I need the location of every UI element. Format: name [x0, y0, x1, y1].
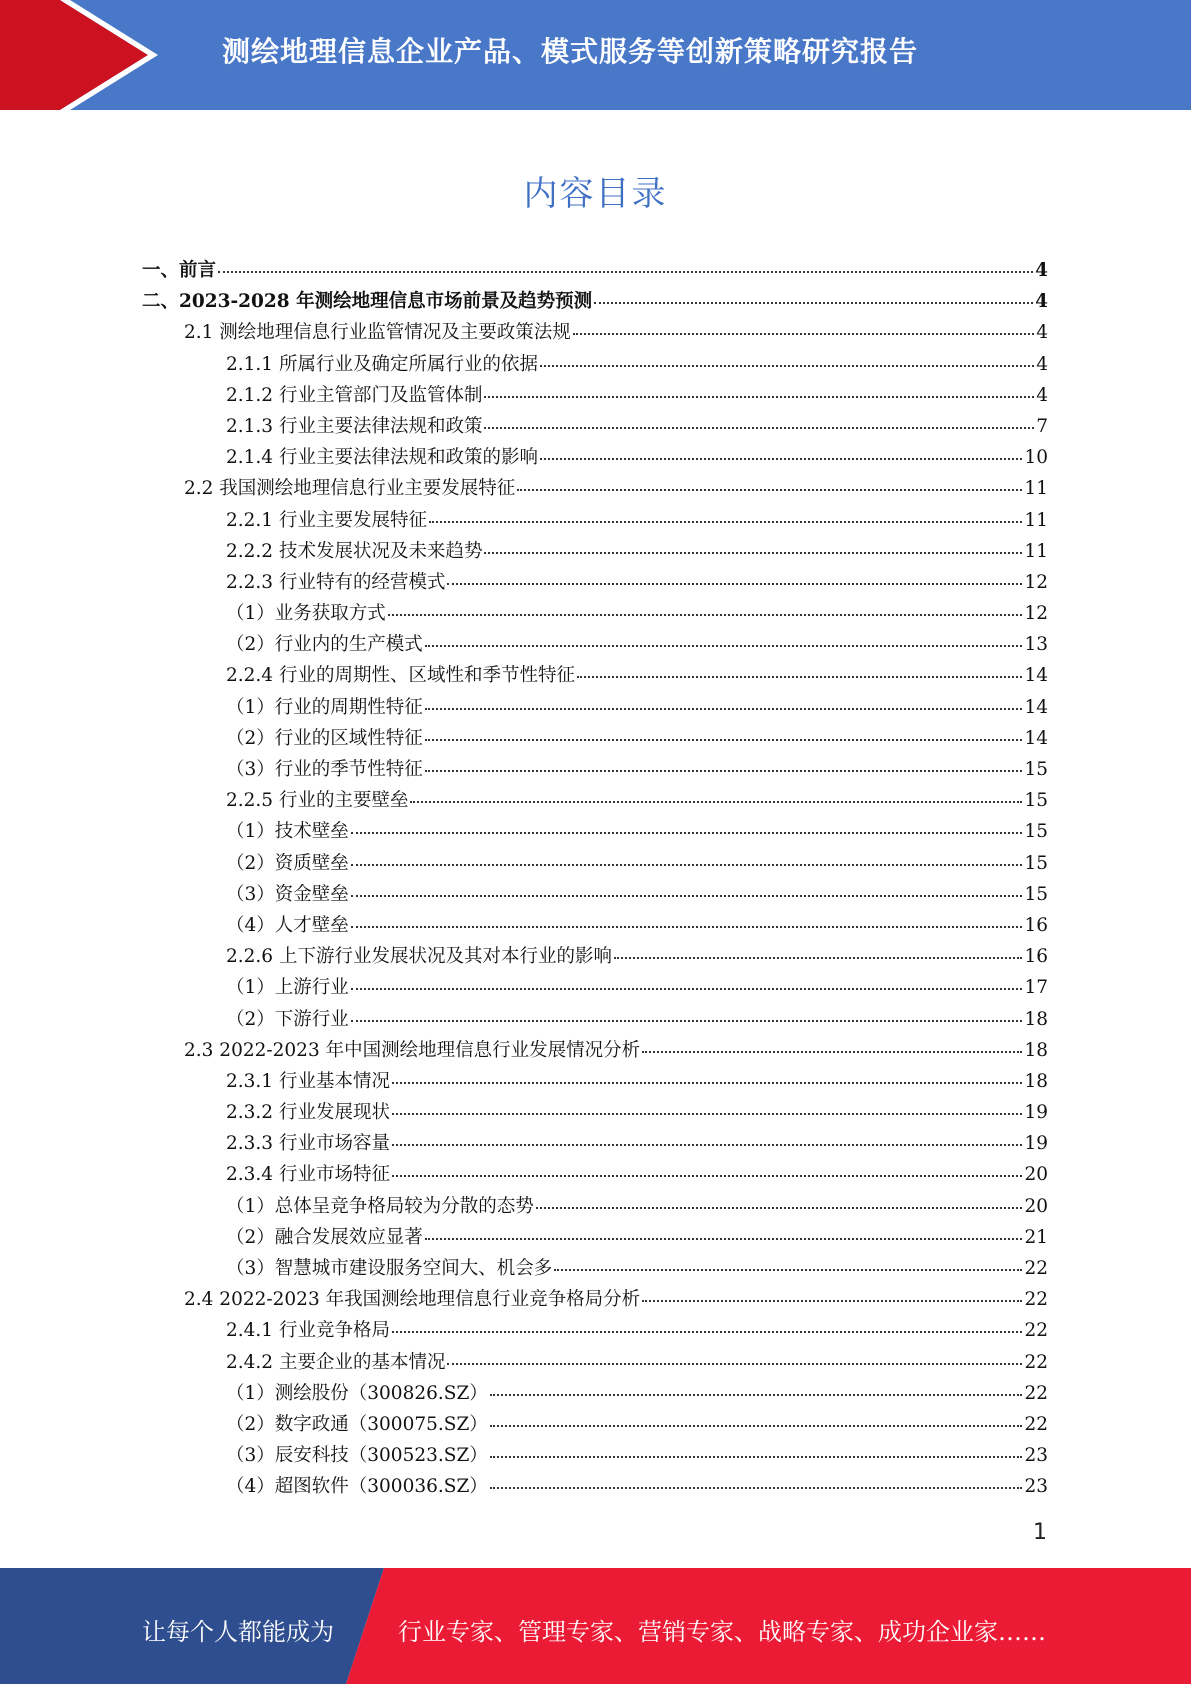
toc-entry-page: 22	[1024, 1351, 1048, 1373]
toc-entry-page: 17	[1024, 977, 1048, 999]
toc-entry-label: （1）总体呈竞争格局较为分散的态势	[226, 1195, 534, 1217]
toc-dot-leader	[490, 1394, 1023, 1396]
toc-dot-leader	[642, 1051, 1022, 1053]
toc-dot-leader	[351, 1020, 1023, 1022]
toc-dot-leader	[218, 271, 1033, 273]
toc-dot-leader	[540, 365, 1034, 367]
toc-dot-leader	[536, 1207, 1023, 1209]
toc-entry[interactable]	[142, 256, 1048, 287]
toc-entry-label: （1）上游行业	[226, 977, 349, 999]
toc-entry-page: 14	[1024, 665, 1048, 687]
toc-dot-leader	[573, 333, 1034, 335]
toc-entry-label: 2.2.2 技术发展状况及未来趋势	[226, 540, 483, 562]
toc-entry[interactable]	[142, 817, 1048, 848]
toc-dot-leader	[351, 988, 1023, 990]
toc-entry[interactable]	[142, 880, 1048, 911]
toc-dot-leader	[351, 832, 1023, 834]
toc-dot-leader	[388, 614, 1023, 616]
toc-entry-page: 20	[1024, 1195, 1048, 1217]
toc-entry[interactable]	[142, 318, 1048, 349]
toc-dot-leader	[484, 552, 1022, 554]
toc-dot-leader	[351, 926, 1023, 928]
toc-entry-page: 22	[1024, 1413, 1048, 1435]
toc-entry-page: 18	[1024, 1039, 1048, 1061]
toc-entry-page: 22	[1024, 1320, 1048, 1342]
toc-dot-leader	[392, 1175, 1022, 1177]
toc-entry[interactable]	[142, 724, 1048, 755]
toc-entry-label: 一、前言	[142, 260, 217, 281]
toc-entry-page: 15	[1024, 821, 1048, 843]
toc-entry-label: 2.1.4 行业主要法律法规和政策的影响	[226, 447, 538, 469]
toc-dot-leader	[490, 1456, 1023, 1458]
toc-dot-leader	[540, 458, 1022, 460]
toc-entry[interactable]	[142, 1316, 1048, 1347]
toc-entry[interactable]	[142, 1098, 1048, 1129]
toc-entry[interactable]	[142, 1036, 1048, 1067]
toc-dot-leader	[490, 1487, 1023, 1489]
toc-entry-page: 11	[1024, 509, 1048, 531]
toc-dot-leader	[429, 521, 1022, 523]
toc-entry-label: 2.3.2 行业发展现状	[226, 1102, 390, 1124]
toc-entry[interactable]	[142, 1192, 1048, 1223]
toc-dot-leader	[517, 489, 1022, 491]
toc-entry[interactable]	[142, 693, 1048, 724]
toc-entry-label: 2.2.3 行业特有的经营模式	[226, 571, 446, 593]
toc-entry-page: 15	[1024, 790, 1048, 812]
toc-entry-label: 2.3.1 行业基本情况	[226, 1070, 390, 1092]
toc-dot-leader	[425, 770, 1023, 772]
toc-entry-label: （4）超图软件（300036.SZ）	[226, 1476, 488, 1498]
toc-entry-page: 22	[1024, 1258, 1048, 1279]
toc-entry[interactable]	[142, 630, 1048, 661]
toc-entry[interactable]	[142, 599, 1048, 630]
toc-dot-leader	[351, 895, 1023, 897]
toc-entry-page: 15	[1024, 759, 1048, 780]
toc-entry[interactable]	[142, 973, 1048, 1004]
toc-entry-page: 21	[1024, 1226, 1048, 1248]
toc-dot-leader	[351, 864, 1023, 866]
toc-dot-leader	[642, 1300, 1022, 1302]
toc-entry-page: 15	[1024, 883, 1048, 905]
toc-entry[interactable]	[142, 287, 1048, 318]
toc-entry-page: 14	[1024, 696, 1048, 718]
toc-dot-leader	[425, 645, 1023, 647]
toc-entry[interactable]	[142, 1285, 1048, 1316]
footer-slogan-right: 行业专家、管理专家、营销专家、战略专家、成功企业家……	[398, 1618, 1046, 1646]
toc-entry[interactable]	[142, 350, 1048, 381]
toc-dot-leader	[392, 1113, 1022, 1115]
toc-entry[interactable]	[142, 786, 1048, 817]
toc-entry[interactable]	[142, 412, 1048, 443]
toc-entry-page: 4	[1036, 353, 1048, 375]
toc-entry-page: 4	[1036, 384, 1048, 406]
toc-dot-leader	[447, 1363, 1022, 1365]
toc-dot-leader	[392, 1331, 1022, 1333]
toc-entry-page: 19	[1024, 1102, 1048, 1124]
footer-banner	[0, 1568, 1191, 1684]
toc-entry-page: 19	[1024, 1133, 1048, 1155]
toc-entry-page: 23	[1024, 1445, 1048, 1467]
toc-entry-page: 14	[1024, 727, 1048, 749]
toc-entry-page: 4	[1035, 260, 1048, 281]
toc-entry-label: 2.2.5 行业的主要壁垒	[226, 790, 409, 812]
toc-entry[interactable]	[142, 474, 1048, 505]
toc-entry-label: （2）数字政通（300075.SZ）	[226, 1413, 488, 1435]
toc-entry[interactable]	[142, 443, 1048, 474]
header-banner	[0, 0, 1191, 110]
toc-dot-leader	[425, 739, 1023, 741]
toc-entry-label: 2.1.2 行业主管部门及监管体制	[226, 384, 483, 406]
toc-entry[interactable]	[142, 537, 1048, 568]
toc-entry[interactable]	[142, 1223, 1048, 1254]
toc-title: 内容目录	[523, 174, 668, 214]
toc-entry-label: 2.4.1 行业竞争格局	[226, 1320, 390, 1342]
toc-entry[interactable]	[142, 1410, 1048, 1441]
toc-entry-label: 2.1.1 所属行业及确定所属行业的依据	[226, 353, 538, 375]
toc-entry[interactable]	[142, 568, 1048, 599]
toc-entry[interactable]	[142, 1379, 1048, 1410]
toc-entry[interactable]	[142, 911, 1048, 942]
toc-entry[interactable]	[142, 1254, 1048, 1285]
toc-entry-page: 20	[1024, 1164, 1048, 1186]
toc-entry-label: （3）智慧城市建设服务空间大、机会多	[226, 1258, 553, 1279]
toc-entry[interactable]	[142, 381, 1048, 412]
toc-entry-page: 13	[1024, 634, 1048, 656]
toc-entry-label: 2.2.6 上下游行业发展状况及其对本行业的影响	[226, 946, 612, 968]
toc-dot-leader	[490, 1425, 1023, 1427]
toc-dot-leader	[614, 957, 1022, 959]
toc-entry-label: 2.2.4 行业的周期性、区域性和季节性特征	[226, 665, 575, 687]
toc-dot-leader	[447, 583, 1022, 585]
toc-entry[interactable]	[142, 942, 1048, 973]
toc-entry-label: 2.2 我国测绘地理信息行业主要发展特征	[184, 478, 516, 500]
toc-dot-leader	[484, 396, 1034, 398]
toc-entry-label: （3）行业的季节性特征	[226, 759, 423, 780]
toc-entry[interactable]	[142, 1472, 1048, 1503]
toc-dot-leader	[392, 1144, 1022, 1146]
toc-dot-leader	[410, 801, 1022, 803]
toc-entry-page: 12	[1024, 571, 1048, 593]
toc-entry-page: 11	[1024, 540, 1048, 562]
toc-entry-page: 11	[1024, 478, 1048, 500]
toc-entry-page: 16	[1024, 946, 1048, 968]
toc-entry-page: 18	[1024, 1070, 1048, 1092]
toc-entry-label: （2）行业内的生产模式	[226, 634, 423, 656]
toc-entry-label: （2）下游行业	[226, 1008, 349, 1030]
toc-entry-page: 22	[1024, 1289, 1048, 1311]
toc-entry[interactable]	[142, 506, 1048, 537]
toc-entry-page: 23	[1024, 1476, 1048, 1498]
toc-entry-label: （1）技术壁垒	[226, 821, 349, 843]
toc-entry[interactable]	[142, 849, 1048, 880]
toc-entry[interactable]	[142, 1348, 1048, 1379]
toc-entry[interactable]	[142, 1129, 1048, 1160]
toc-entry-page: 22	[1024, 1382, 1048, 1404]
page-number: 1	[1033, 1520, 1047, 1545]
toc-entry-label: 2.3.3 行业市场容量	[226, 1133, 390, 1155]
toc-dot-leader	[425, 1238, 1023, 1240]
toc-entry[interactable]	[142, 1005, 1048, 1036]
toc-entry-label: 2.1.3 行业主要法律法规和政策	[226, 415, 483, 437]
toc-entry-label: （4）人才壁垒	[226, 914, 349, 936]
toc-entry-label: 2.2.1 行业主要发展特征	[226, 509, 427, 531]
toc-entry-page: 4	[1036, 322, 1048, 344]
toc-entry-label: 2.3 2022-2023 年中国测绘地理信息行业发展情况分析	[184, 1039, 641, 1061]
toc-entry-page: 7	[1036, 415, 1048, 437]
toc-dot-leader	[594, 302, 1033, 304]
toc-entry-page: 4	[1035, 291, 1048, 313]
footer-slogan-left: 让每个人都能成为	[142, 1618, 334, 1646]
toc-dot-leader	[484, 427, 1034, 429]
toc-dot-leader	[392, 1082, 1022, 1084]
toc-list	[142, 256, 1048, 1504]
toc-entry-page: 12	[1024, 603, 1048, 625]
toc-dot-leader	[425, 708, 1023, 710]
toc-entry[interactable]	[142, 1067, 1048, 1098]
toc-entry[interactable]	[142, 1160, 1048, 1191]
toc-entry-page: 18	[1024, 1008, 1048, 1030]
header-title: 测绘地理信息企业产品、模式服务等创新策略研究报告	[222, 35, 919, 68]
toc-entry-label: 2.4.2 主要企业的基本情况	[226, 1351, 446, 1373]
toc-entry-page: 10	[1024, 447, 1048, 469]
toc-entry-label: （1）行业的周期性特征	[226, 696, 423, 718]
toc-entry[interactable]	[142, 755, 1048, 786]
toc-entry-page: 16	[1024, 914, 1048, 936]
toc-entry-label: （1）测绘股份（300826.SZ）	[226, 1382, 488, 1404]
toc-entry-label: （2）融合发展效应显著	[226, 1226, 423, 1248]
toc-dot-leader	[554, 1269, 1022, 1271]
toc-entry-label: 2.4 2022-2023 年我国测绘地理信息行业竞争格局分析	[184, 1289, 641, 1311]
toc-entry-label: （1）业务获取方式	[226, 603, 386, 625]
toc-entry[interactable]	[142, 1441, 1048, 1472]
toc-dot-leader	[577, 676, 1022, 678]
toc-entry-label: 2.3.4 行业市场特征	[226, 1164, 390, 1186]
toc-entry-page: 15	[1024, 852, 1048, 874]
toc-entry-label: （2）资质壁垒	[226, 852, 349, 874]
toc-entry-label: 2.1 测绘地理信息行业监管情况及主要政策法规	[184, 322, 571, 344]
toc-entry-label: （3）辰安科技（300523.SZ）	[226, 1445, 488, 1467]
toc-entry-label: （3）资金壁垒	[226, 883, 349, 905]
toc-entry-label: 二、2023-2028 年测绘地理信息市场前景及趋势预测	[142, 291, 593, 313]
toc-entry[interactable]	[142, 661, 1048, 692]
toc-entry-label: （2）行业的区域性特征	[226, 727, 423, 749]
